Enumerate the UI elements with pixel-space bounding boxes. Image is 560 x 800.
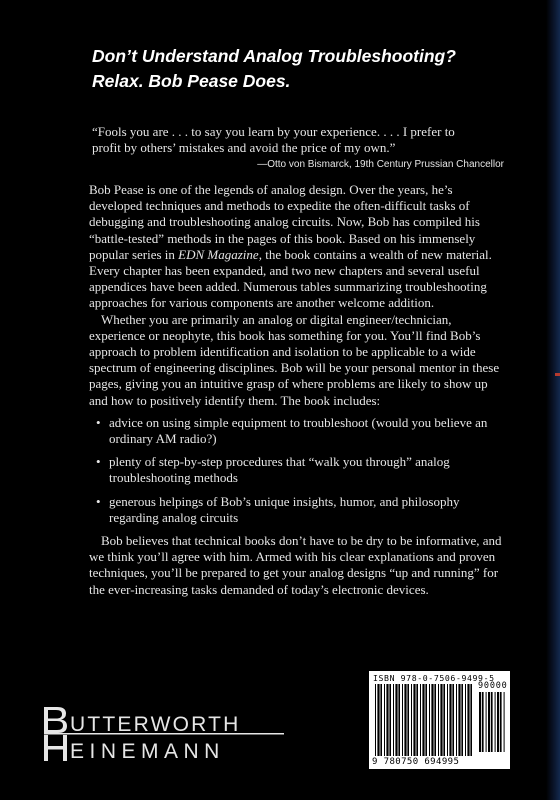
headline-line-1: Don’t Understand Analog Troubleshooting? <box>92 46 456 66</box>
bullet-icon: • <box>96 414 101 430</box>
bullet-icon: • <box>96 454 101 470</box>
back-cover-headline <box>92 44 532 94</box>
epigraph-attribution: —Otto von Bismarck, 19th Century Prussian Chancellor <box>257 159 504 170</box>
bullet-icon: • <box>96 493 101 509</box>
description-paragraph-3: Bob believes that technical books don’t have to be dry to be informative, and we think you’ll agree with him. Armed with his clear explanations and proven techniques, you’ll be prepared to get your analog designs “up and running” for the ever-increasing tasks demanded of today’s electronic devices. <box>89 533 502 597</box>
epigraph-quote-line-2: profit by others’ mistakes and avoid the price of my own.” <box>92 140 396 155</box>
feature-text: advice on using simple equipment to troubleshoot (would you believe an ordinary AM radio?) <box>109 414 488 447</box>
isbn-number: ISBN 978-0-7506-9499-5 <box>373 673 495 683</box>
paragraph-1-text-a: Bob Pease is one of the legends of analog design. Over the years, he’s developed techniques and methods to expedite the often-difficult tasks of debugging and troubleshooting analog circuits. Now, Bob has compiled his “battle-tested” methods in the pages of this book. Based on his immensely popular series in <box>89 182 480 262</box>
epigraph <box>92 124 512 173</box>
publisher-name-line-1: UTTERWORTH <box>70 713 241 736</box>
ean-number: 9 780750 694995 <box>372 757 460 767</box>
feature-text: plenty of step-by-step procedures that “walk you through” analog troubleshooting methods <box>109 454 450 486</box>
feature-list-item <box>93 494 509 526</box>
description-paragraph-2: Whether you are primarily an analog or digital engineer/technician, experience or neophyte, this book has something for you. You’ll find Bob’s approach to problem identification and isolation to be applicable to a wide spectrum of engineering disciplines. Bob will be your personal mentor in these pages, giving you an intuitive grasp of where problems are likely to show up and how to positively identify them. The book includes: <box>89 311 500 408</box>
spine-accent-mark <box>555 373 560 376</box>
feature-list <box>89 415 509 526</box>
epigraph-quote-line-1: “Fools you are . . . to say you learn by your experience. . . . I prefer to <box>92 124 455 139</box>
paragraph-1-text-b: the book contains a wealth of new material. Every chapter has been expanded, and two new chapters and several useful appendices have been added. Numerous tables summarizing troubleshooting approaches for various components are another welcome addition. <box>89 246 492 311</box>
magazine-title: EDN Magazine, <box>178 246 262 262</box>
butterworth-heinemann-logo <box>44 707 284 761</box>
feature-list-item <box>93 454 509 486</box>
book-description <box>89 182 509 598</box>
feature-text: generous helpings of Bob’s unique insights, humor, and philosophy regarding analog circuits <box>109 493 460 525</box>
publisher-name-line-2: EINEMANN <box>70 740 225 761</box>
feature-list-item <box>93 415 509 447</box>
barcode-label <box>369 671 510 769</box>
headline-line-2: Relax. Bob Pease Does. <box>92 71 291 91</box>
barcode-bars <box>369 671 510 769</box>
description-paragraph-1 <box>89 182 509 312</box>
price-code: 90000 <box>478 681 508 691</box>
spine-edge <box>546 0 560 800</box>
